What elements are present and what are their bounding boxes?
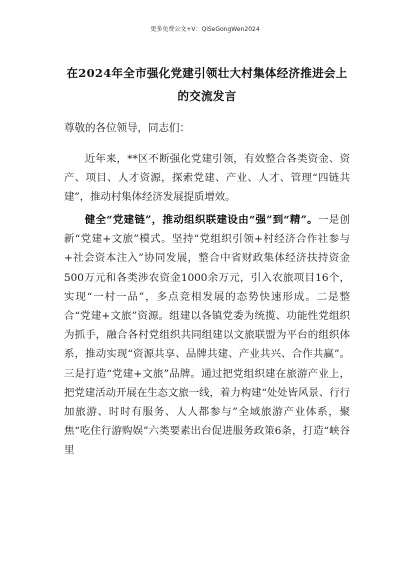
paragraph-intro: 近年来，**区不断强化党建引领，有效整合各类资金、资产、项目、人才资源，探索党建、产业、人才、管理“四链共建”，推动村集体经济发展提质增效。 xyxy=(64,153,350,204)
paragraph-body: 一是创新“党建+文旅”模式。坚持“党组织引领+村经济合作社参与+社会资本注入”协同发展，整合中省财政集体经济扶持资金500万元和各类涉农资金1000余万元，引入农旅项目16个，实现“一村一品”，多点竞相发展的态势快速形成。二是整合“党建+文旅”资源。组建以各镇党委为统揽、功能性党组织为抓手，融合各村党组织共同组建以文旅联盟为平台的组织体系，推动实现“资源共享、品牌共建、产业共兴、合作共赢”。三是打造“党建+文旅”品牌。通过把党组织建在旅游产业上，把党建活动开展在生态文旅一线，着力构建“处处皆风景、行行加旅游、时时有服务、人人都参与”全域旅游产业体系，聚焦“吃住行游购娱”六类要素出台促进服务政策6条，打造“峡谷里 xyxy=(64,214,351,457)
salutation: 尊敬的各位领导，同志们： xyxy=(64,122,190,134)
paragraph-heading: 健全“党建链”，推动组织联建设由“强”到“精”。 xyxy=(84,214,318,226)
document-title: 在2024年全市强化党建引领壮大村集体经济推进会上的交流发言 xyxy=(66,66,348,103)
page-header: 更多免费公文+V：QiSeGongWen2024 xyxy=(150,26,260,33)
paragraph-party-chain xyxy=(64,211,350,461)
